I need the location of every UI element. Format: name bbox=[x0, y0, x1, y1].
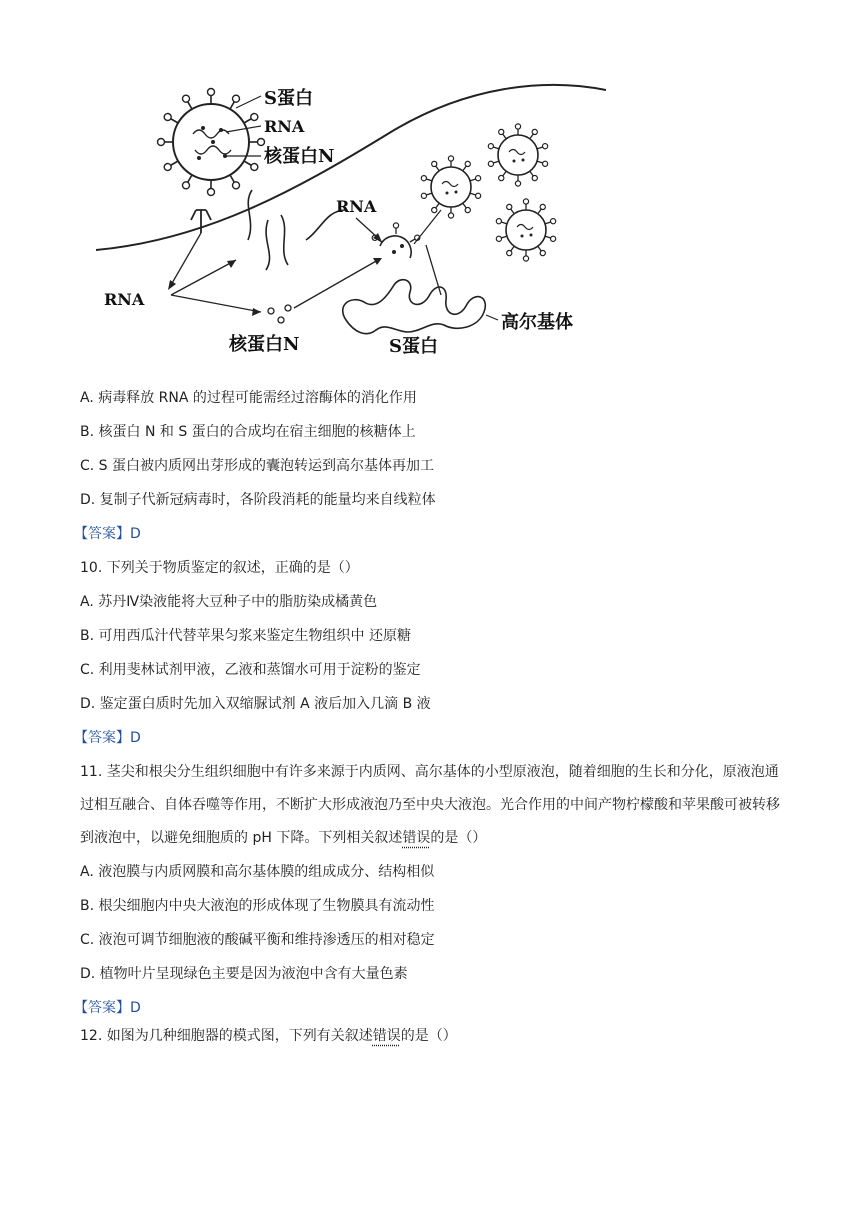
label-nucleocapsid-top: 核蛋白N bbox=[264, 146, 335, 167]
label-s-protein-bottom: S蛋白 bbox=[389, 336, 438, 357]
q11-stem-emphasis: 错误 bbox=[402, 830, 431, 846]
q9-answer-value: D bbox=[130, 526, 141, 542]
q9-option-a: A. 病毒释放 RNA 的过程可能需经过溶酶体的消化作用 bbox=[80, 390, 417, 406]
q11-stem-end: 的是（） bbox=[430, 830, 487, 846]
q10-answer-value: D bbox=[130, 730, 141, 746]
q9-option-b: B. 核蛋白 N 和 S 蛋白的合成均在宿主细胞的核糖体上 bbox=[80, 424, 416, 440]
label-rna-top: RNA bbox=[264, 117, 305, 136]
label-golgi: 高尔基体 bbox=[501, 312, 573, 333]
q11-option-d: D. 植物叶片呈现绿色主要是因为液泡中含有大量色素 bbox=[80, 966, 408, 982]
q10-option-c: C. 利用斐林试剂甲液，乙液和蒸馏水可用于淀粉的鉴定 bbox=[80, 662, 421, 678]
q9-option-c: C. S 蛋白被内质网出芽形成的囊泡转运到高尔基体再加工 bbox=[80, 458, 435, 474]
q10-option-d: D. 鉴定蛋白质时先加入双缩脲试剂 A 液后加入几滴 B 液 bbox=[80, 696, 431, 712]
golgi-shape bbox=[343, 280, 486, 334]
virus-particle-small-3 bbox=[496, 199, 557, 261]
label-rna-mid: RNA bbox=[336, 197, 377, 216]
virus-particle-large bbox=[158, 89, 265, 196]
label-s-protein-top: S蛋白 bbox=[264, 88, 313, 109]
q10-answer-label: 【答案】 bbox=[74, 730, 130, 746]
virus-particle-small-2 bbox=[488, 124, 549, 186]
q11-answer bbox=[74, 998, 141, 1018]
q11-option-a: A. 液泡膜与内质网膜和高尔基体膜的组成成分、结构相似 bbox=[80, 864, 435, 880]
q12-stem-text: 12. 如图为几种细胞器的模式图，下列有关叙述 bbox=[80, 1028, 373, 1044]
q10-option-b: B. 可用西瓜汁代替苹果匀浆来鉴定生物组织中 还原糖 bbox=[80, 628, 411, 644]
q11-stem bbox=[80, 756, 792, 855]
q10-answer bbox=[74, 728, 141, 748]
cell-membrane bbox=[96, 85, 606, 250]
q11-option-c: C. 液泡可调节细胞液的酸碱平衡和维持渗透压的相对稳定 bbox=[80, 932, 435, 948]
virus-particle-small-1 bbox=[421, 156, 482, 218]
q9-answer-label: 【答案】 bbox=[74, 526, 130, 542]
q12-stem-end: 的是（） bbox=[400, 1028, 457, 1044]
q12-stem-emphasis: 错误 bbox=[372, 1028, 401, 1044]
q9-option-d: D. 复制子代新冠病毒时，各阶段消耗的能量均来自线粒体 bbox=[80, 492, 436, 508]
q11-stem-text: 11. 茎尖和根尖分生组织细胞中有许多来源于内质网、高尔基体的小型原液泡，随着细胞的生长和分化，原液泡通过相互融合、自体吞噬等作用，不断扩大形成液泡乃至中央大液泡。光合作用的中间产物柠檬酸和苹果酸可被转移到液泡中，以避免细胞质的 pH 下降。下列相关叙述 bbox=[80, 764, 780, 846]
q10-stem: 10. 下列关于物质鉴定的叙述，正确的是（） bbox=[80, 560, 359, 576]
q11-option-b: B. 根尖细胞内中央大液泡的形成体现了生物膜具有流动性 bbox=[80, 898, 435, 914]
label-nucleocapsid-bottom: 核蛋白N bbox=[229, 334, 300, 355]
virus-replication-figure bbox=[96, 70, 606, 365]
q10-option-a: A. 苏丹Ⅳ染液能将大豆种子中的脂肪染成橘黄色 bbox=[80, 594, 378, 610]
q12-stem bbox=[80, 1026, 457, 1046]
figure-svg bbox=[96, 70, 606, 365]
q9-answer bbox=[74, 524, 141, 544]
label-rna-left: RNA bbox=[104, 290, 145, 309]
q11-answer-label: 【答案】 bbox=[74, 1000, 130, 1016]
q11-answer-value: D bbox=[130, 1000, 141, 1016]
